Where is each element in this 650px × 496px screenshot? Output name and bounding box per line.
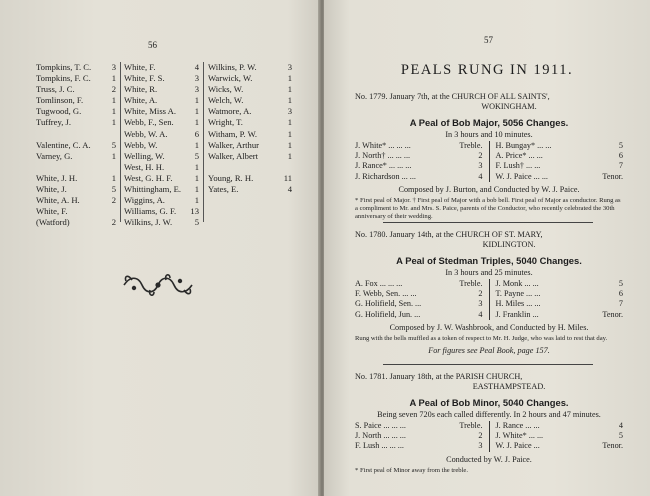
ringer-name: Walker, Albert <box>208 150 259 161</box>
ringer-name: F. Lush† ... ... <box>495 161 541 171</box>
peal-count: 13 <box>190 206 199 217</box>
peal-count: 4 <box>287 184 292 195</box>
ringer-name: Watmore, A. <box>208 106 252 117</box>
index-entry <box>208 106 292 117</box>
index-entry <box>124 106 199 117</box>
ringer-name: Whittingham, E. <box>124 184 182 195</box>
peal-location: EASTHAMPSTEAD. <box>472 382 546 391</box>
ringer-name: J. Franklin ... <box>495 309 539 319</box>
peal-count: 1 <box>194 106 199 117</box>
bell-number: 4 <box>478 171 483 181</box>
ringer-name: Wiggins, A. <box>124 195 165 206</box>
peal-count: 1 <box>194 95 199 106</box>
ringer-row <box>355 299 483 309</box>
peal-count: 1 <box>194 139 199 150</box>
ringer-name: J. Monk ... ... <box>495 279 539 288</box>
ringer-name: G. Holifield, Sen. ... <box>355 299 422 309</box>
index-entry <box>208 173 292 184</box>
index-entry <box>124 129 199 140</box>
ringers-column <box>496 279 624 320</box>
bell-number: Tenor. <box>602 171 623 181</box>
ringer-name: J. North ... ... ... <box>355 431 406 441</box>
peal-duration: In 3 hours and 10 minutes. <box>445 130 533 139</box>
index-column-2 <box>124 62 199 228</box>
page-number: 57 <box>484 35 493 45</box>
bell-number: 6 <box>618 151 623 161</box>
footnote: * First peal of Major. † First peal of Major with a bob bell. First peal of Major as conductor. Rung as a compliment to Mr. and Mrs. S. Paice, parents of the Conductor, who recently celebrated the 30th anniversary of their wedding. <box>355 196 621 220</box>
peal-count <box>282 162 292 173</box>
ringer-name: Tugwood, G. <box>36 106 82 117</box>
index-entry <box>208 84 292 95</box>
index-entry <box>36 73 116 84</box>
ringer-name: H. Miles ... ... <box>495 299 541 309</box>
bell-number: 5 <box>618 279 623 288</box>
ringer-name <box>208 162 282 173</box>
peal-title: A Peal of Bob Major, 5056 Changes. <box>409 117 569 128</box>
index-column-3 <box>208 62 292 195</box>
peal-count: 1 <box>287 150 292 161</box>
peal-count: 2 <box>111 217 116 228</box>
bell-number: 2 <box>478 151 483 161</box>
peal-location: WOKINGHAM. <box>481 102 537 111</box>
index-entry <box>124 62 199 73</box>
peal-count: 3 <box>287 106 292 117</box>
peal-count: 1 <box>194 161 199 172</box>
index-entry <box>208 129 292 140</box>
peal-count: 1 <box>111 117 116 128</box>
bell-number: 5 <box>618 141 623 150</box>
ringer-name: Welch, W. <box>208 95 244 106</box>
ringer-name: F. Lush ... ... ... <box>355 441 404 451</box>
ringer-name: White, J. <box>36 184 67 195</box>
index-entry <box>36 140 116 151</box>
ringer-name: White, A. <box>124 95 158 106</box>
peal-count: 1 <box>111 172 116 183</box>
ringer-name: Tomlinson, F. <box>36 95 84 106</box>
ringer-name: White, R. <box>124 84 158 95</box>
ringer-row <box>496 299 624 309</box>
ringers-column <box>355 421 483 452</box>
composer-line: Conducted by W. J. Paice. <box>446 454 532 464</box>
section-divider <box>383 364 593 365</box>
peal-count: 3 <box>111 62 116 72</box>
ringer-name: White, J. H. <box>36 172 78 183</box>
index-entry <box>208 140 292 151</box>
ringer-name: Warwick, W. <box>208 73 253 84</box>
ringer-name: White, F. <box>36 206 68 217</box>
ringer-row <box>355 289 483 299</box>
peal-count: 1 <box>287 73 292 84</box>
ringer-name: J. Rance* ... ... ... <box>355 161 412 171</box>
index-column-1 <box>36 62 116 228</box>
index-entry <box>124 140 199 151</box>
peal-count: 5 <box>194 150 199 161</box>
ringer-name: Wilkins, P. W. <box>208 62 257 72</box>
ringers-table <box>355 279 623 320</box>
index-entry <box>36 217 116 228</box>
peal-header: No. 1781. January 18th, at the PARISH CHURCH, <box>355 372 523 381</box>
bell-number: 7 <box>618 161 623 171</box>
ringer-name: Webb, W. <box>124 139 158 150</box>
bell-number: 3 <box>478 299 483 309</box>
peal-count: 5 <box>111 184 116 195</box>
ringers-divider <box>489 279 490 320</box>
bell-number: 2 <box>478 289 483 299</box>
peal-count: 2 <box>111 195 116 206</box>
ringers-column <box>355 279 483 320</box>
ringer-row <box>355 161 483 171</box>
bell-number: 4 <box>618 421 623 430</box>
ringer-name: Tuffrey, J. <box>36 117 72 128</box>
bell-number: 7 <box>618 299 623 309</box>
left-page <box>0 0 320 496</box>
ringers-divider <box>489 421 490 452</box>
index-entry <box>208 162 292 173</box>
bell-number: Tenor. <box>602 441 623 451</box>
ringer-row <box>496 161 624 171</box>
footnote: Rung with the bells muffled as a token of respect to Mr. H. Judge, who was laid to rest that day. <box>355 334 608 342</box>
peal-count: 1 <box>287 95 292 106</box>
index-entry <box>36 162 116 173</box>
bell-number: Treble. <box>459 421 483 430</box>
peal-count: 3 <box>194 73 199 84</box>
peal-count: 11 <box>283 172 292 183</box>
ringer-row <box>496 151 624 161</box>
ringer-name: J. Rance ... ... <box>495 421 540 430</box>
ringer-row <box>355 310 483 320</box>
peal-count <box>106 129 116 140</box>
ringer-name: West, H. H. <box>124 161 165 172</box>
index-entry <box>208 95 292 106</box>
peal-count: 5 <box>194 217 199 228</box>
floral-ornament-icon <box>120 272 196 298</box>
peal-count: 1 <box>111 106 116 117</box>
index-entry <box>36 206 116 217</box>
index-entry <box>124 184 199 195</box>
ringer-name: J. White* ... ... <box>495 431 544 441</box>
ringer-row <box>496 441 624 451</box>
ringers-table <box>355 141 623 182</box>
ringer-row <box>496 431 624 441</box>
ringer-name: Witham, P. W. <box>208 128 258 139</box>
peal-count: 3 <box>287 62 292 72</box>
ringer-name: W. J. Paice ... <box>495 441 540 451</box>
ringer-row <box>496 310 624 320</box>
page-number: 56 <box>148 40 157 50</box>
index-entry <box>124 162 199 173</box>
index-entry <box>36 129 116 140</box>
ringer-row <box>496 289 624 299</box>
bell-number: 3 <box>478 161 483 171</box>
ringer-row <box>355 172 483 182</box>
ringer-name: Young, R. H. <box>208 172 254 183</box>
ringer-name: Wright, T. <box>208 117 243 128</box>
ringer-row <box>355 151 483 161</box>
peal-entry <box>355 230 623 355</box>
ringer-name: Tompkins, T. C. <box>36 62 92 72</box>
peal-count: 1 <box>194 195 199 206</box>
ringer-row <box>355 141 483 151</box>
bell-number: 3 <box>478 441 483 451</box>
ringer-name: Webb, F., Sen. <box>124 117 174 128</box>
index-entry <box>124 206 199 217</box>
ringer-name <box>36 129 106 140</box>
index-entry <box>36 184 116 195</box>
index-entry <box>36 195 116 206</box>
ringer-row <box>355 431 483 441</box>
ringer-name: Walker, Arthur <box>208 139 259 150</box>
ringer-name: J. White* ... ... ... <box>355 141 411 150</box>
ringer-name <box>36 162 106 173</box>
ringer-name: W. J. Paice ... ... <box>495 171 548 181</box>
peal-title: A Peal of Stedman Triples, 5040 Changes. <box>396 255 582 266</box>
peal-count: 2 <box>111 84 116 95</box>
index-entry <box>124 151 199 162</box>
peal-count: 1 <box>194 117 199 128</box>
ringer-name: Varney, G. <box>36 150 73 161</box>
composer-line: Composed by J. W. Washbrook, and Conducted by H. Miles. <box>389 322 589 332</box>
ringers-column <box>355 141 483 182</box>
index-entry <box>36 117 116 128</box>
peal-count: 5 <box>111 139 116 150</box>
index-entry <box>36 173 116 184</box>
index-entry <box>208 73 292 84</box>
peal-count: 1 <box>111 95 116 106</box>
index-entry <box>208 62 292 73</box>
peal-location: KIDLINGTON. <box>482 240 536 249</box>
index-entry <box>208 117 292 128</box>
page-title: PEALS RUNG IN 1911. <box>400 62 574 78</box>
section-divider <box>383 222 593 223</box>
peal-count <box>106 162 116 173</box>
bell-number: Treble. <box>459 279 483 288</box>
index-entry <box>36 95 116 106</box>
ringer-name: H. Bungay* ... ... <box>495 141 552 150</box>
ringers-divider <box>489 141 490 182</box>
ringer-name: White, Miss A. <box>124 106 177 117</box>
peal-count: 1 <box>287 117 292 128</box>
ringer-name: T. Payne ... ... <box>495 289 541 299</box>
index-entry <box>124 217 199 228</box>
index-entry <box>36 106 116 117</box>
index-entry <box>208 151 292 162</box>
index-entry <box>124 73 199 84</box>
peal-duration: In 3 hours and 25 minutes. <box>445 268 533 277</box>
index-entry <box>36 151 116 162</box>
index-entry <box>36 62 116 73</box>
ringers-table <box>355 421 623 452</box>
ringers-column <box>496 141 624 182</box>
index-entry <box>124 195 199 206</box>
ringer-name: F. Webb, Sen. ... ... <box>355 289 417 299</box>
bell-number: Treble. <box>459 141 483 150</box>
peal-count: 3 <box>194 84 199 95</box>
ringer-name: Wilkins, J. W. <box>124 217 173 228</box>
ringer-name: A. Fox ... ... ... <box>355 279 403 288</box>
bell-number: 4 <box>478 309 483 319</box>
ringer-row <box>355 421 483 431</box>
index-entry <box>36 84 116 95</box>
ringer-name: G. Holifield, Jun. ... <box>355 309 421 319</box>
peal-count: 1 <box>287 84 292 95</box>
peal-count: 1 <box>111 73 116 84</box>
ringer-row <box>496 141 624 151</box>
ringer-name: White, F. <box>124 62 156 72</box>
ringers-column <box>496 421 624 452</box>
ringer-row <box>355 279 483 289</box>
peal-entry <box>355 92 623 221</box>
ringer-name: A. Price* ... ... <box>495 151 543 161</box>
peal-duration: Being seven 720s each called differently. In 2 hours and 47 minutes. <box>377 410 601 419</box>
peal-count: 1 <box>111 150 116 161</box>
ringer-name: Valentine, C. A. <box>36 139 91 150</box>
ringer-name: West, G. H. F. <box>124 172 173 183</box>
ringer-name: Yates, E. <box>208 184 239 195</box>
ringer-name: White, F. S. <box>124 73 165 84</box>
column-divider <box>203 62 204 222</box>
ringer-name: White, A. H. <box>36 195 80 206</box>
peal-count: 1 <box>194 184 199 195</box>
ringer-row <box>496 172 624 182</box>
peal-count: 6 <box>194 128 199 139</box>
bell-number: Tenor. <box>602 309 623 319</box>
ringer-row <box>355 441 483 451</box>
ringer-name: S. Paice ... ... ... <box>355 421 406 430</box>
index-entry <box>208 184 292 195</box>
footnote: * First peal of Minor away from the treble. <box>355 466 468 474</box>
ringer-name: (Watford) <box>36 217 70 228</box>
peal-entry <box>355 372 623 475</box>
ringer-name: Tompkins, F. C. <box>36 73 91 84</box>
ringer-name: Welling, W. <box>124 150 165 161</box>
peal-header: No. 1780. January 14th, at the CHURCH OF ST. MARY, <box>355 230 543 239</box>
bell-number: 6 <box>618 289 623 299</box>
ringer-row <box>496 421 624 431</box>
ringer-name: J. North† ... ... ... <box>355 151 411 161</box>
ringer-name: J. Richardson ... ... <box>355 171 416 181</box>
ringer-name: Webb, W. A. <box>124 128 168 139</box>
index-entry <box>124 173 199 184</box>
ringer-name: Wicks, W. <box>208 84 244 95</box>
peal-count: 4 <box>194 62 199 72</box>
peal-count <box>106 206 116 217</box>
index-entry <box>124 95 199 106</box>
index-entry <box>124 117 199 128</box>
peal-title: A Peal of Bob Minor, 5040 Changes. <box>409 397 569 408</box>
peal-count: 1 <box>287 139 292 150</box>
figures-reference: For figures see Peal Book, page 157. <box>428 345 550 355</box>
ringer-row <box>496 279 624 289</box>
bell-number: 5 <box>618 431 623 441</box>
index-entry <box>124 84 199 95</box>
peal-count: 1 <box>287 128 292 139</box>
composer-line: Composed by J. Burton, and Conducted by W. J. Paice. <box>398 184 580 194</box>
bell-number: 2 <box>478 431 483 441</box>
column-divider <box>120 62 121 222</box>
peal-header: No. 1779. January 7th, at the CHURCH OF ALL SAINTS', <box>355 92 550 101</box>
peal-count: 1 <box>194 172 199 183</box>
ringer-name: Truss, J. C. <box>36 84 75 95</box>
ringer-name: Williams, G. F. <box>124 206 177 217</box>
